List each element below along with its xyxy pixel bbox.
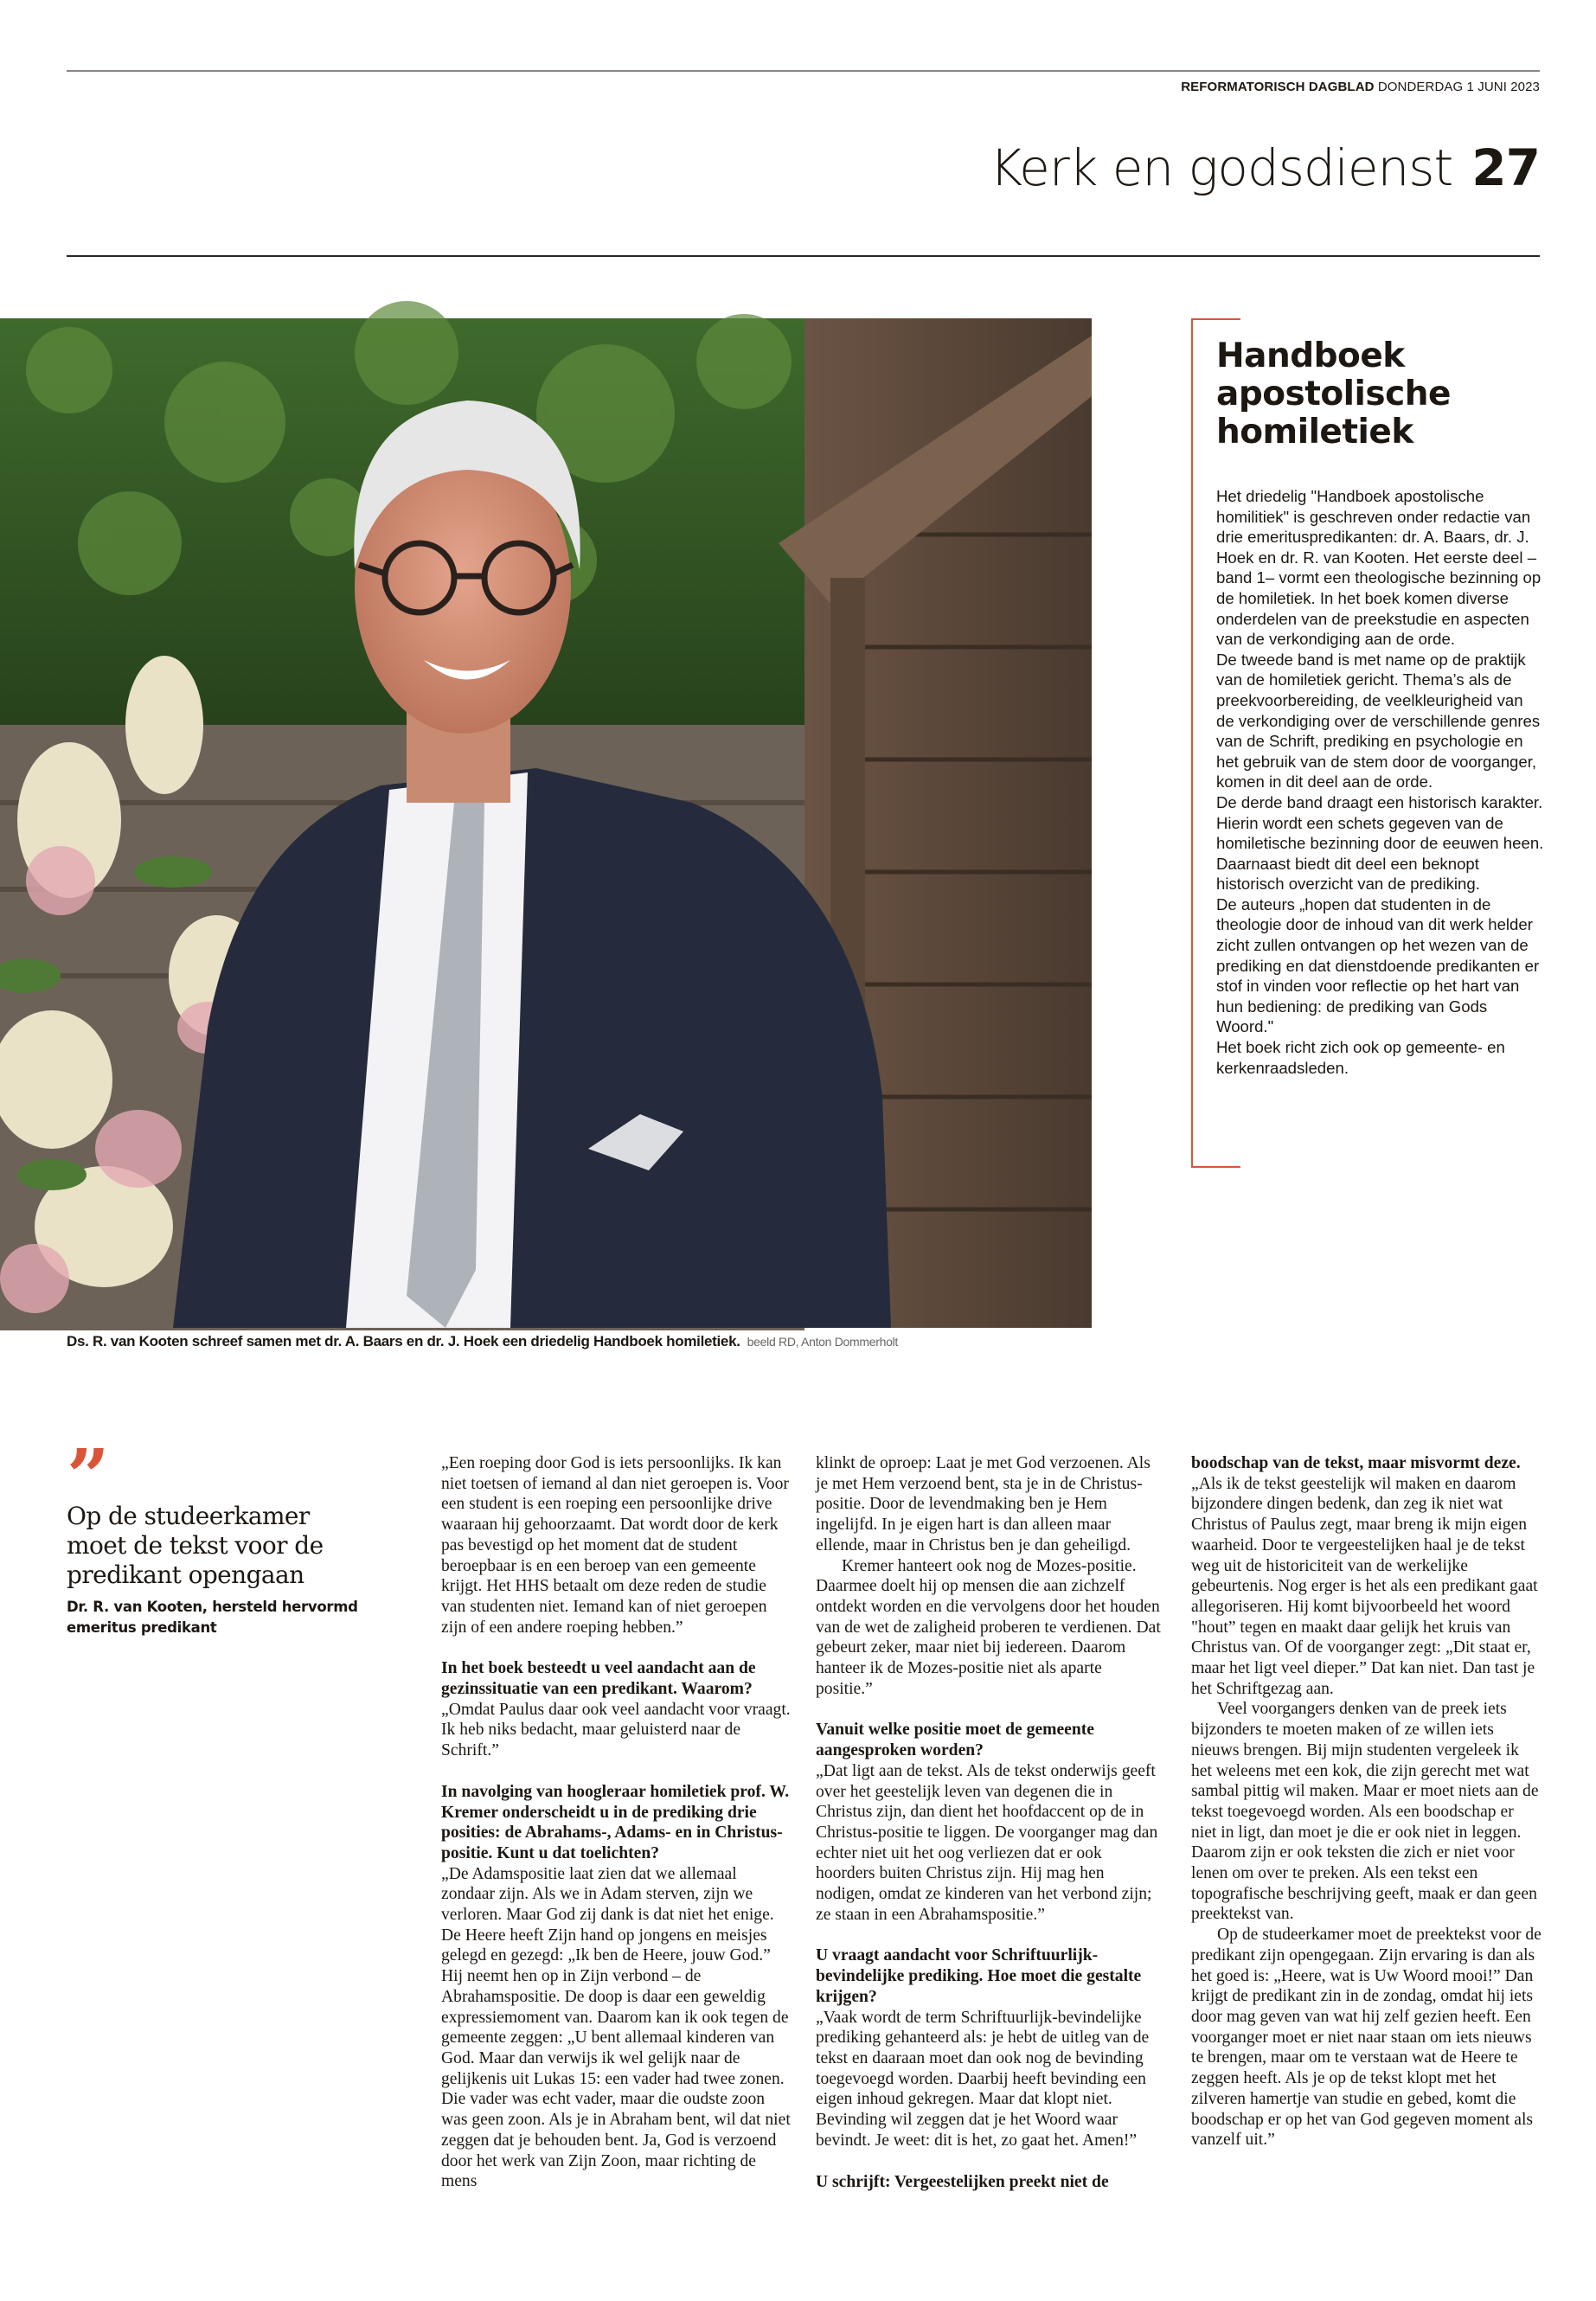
sidebar-body bbox=[1216, 486, 1545, 1078]
question-heading: Vanuit welke positie moet de gemeente aangesproken worden? bbox=[816, 1721, 1094, 1760]
sidebar-paragraph: De auteurs „hopen dat studenten in de theologie door de inhoud van dit werk helder zicht zullen ontvangen op het wezen van de prediking en dat dienstdoende predikanten er stof in vinden voor reflectie op het hart van hun bediening: de prediking van Gods Woord." bbox=[1216, 894, 1540, 1036]
article-column-3 bbox=[816, 1453, 1162, 2192]
caption-text: Ds. R. van Kooten schreef samen met dr. A. Baars en dr. J. Hoek een driedelig Handboek homiletiek. bbox=[67, 1333, 740, 1349]
article-column-2 bbox=[441, 1453, 794, 2192]
sidebar-paragraph: Het driedelig "Handboek apostolische homilitiek" is geschreven onder redactie van drie emerituspredikanten: dr. A. Baars, dr. J. Hoek en dr. R. van Kooten. Het eerste deel –band 1– vormt een theologische bezinning op de homiletiek. In het boek komen diverse onderdelen van de preekstudie en aspecten van de verkondiging aan de orde. bbox=[1216, 487, 1542, 649]
answer-paragraph: Kremer hanteert ook nog de Mozes-positie. Daarmee doelt hij op mensen die aan zichzelf ontdekt worden en die vervolgens door het houden van de wet de zaligheid proberen te verdienen. Dat gebeurt zeker, maar niet bij iedereen. Daarom hanteer ik de Mozes-positie niet als aparte positie.” bbox=[816, 1556, 1161, 1698]
answer-paragraph: „Als ik de tekst geestelijk wil maken en daarom bijzondere dingen bedenk, dan zeg ik niet wat Christus of Paulus zegt, maar breng ik mijn eigen waarheid. Door te vergeestelijken haal je de tekst weg uit de historiciteit van de werkelijke gebeurtenis. Nog erger is het als een predikant gaat allegoriseren. Hij komt bijvoorbeeld het woord "hout” tegen en maakt daar gelijk het kruis van Christus van. Of de voorganger zegt: „Dit staat er, maar het ligt veel dieper.” Dat kan niet. Dan tast je het Schriftgezag aan. bbox=[1191, 1474, 1538, 1698]
answer-paragraph: „Omdat Paulus daar ook veel aandacht voor vraagt. Ik heb niks bedacht, maar geluisterd naar de Schrift.” bbox=[441, 1700, 791, 1760]
masthead-line bbox=[1181, 80, 1540, 94]
pull-quote bbox=[67, 1433, 361, 1638]
header-rule bbox=[67, 255, 1540, 257]
article-column-4 bbox=[1191, 1453, 1542, 2150]
answer-paragraph: „Een roeping door God is iets persoonlijks. Ik kan niet toetsen of iemand al dan niet geroepen is. Voor een student is een roeping een persoonlijke drive waaraan hij gehoorzaamt. Dat wordt door de kerk pas bevestigd op het moment dat de student beroepbaar is en een beroep van een gemeente krijgt. Het HHS betaalt om deze reden de studie van studenten niet. Iemand kan of niet geroepen zijn of een andere roeping hebben.” bbox=[441, 1454, 789, 1637]
question-heading: In het boek besteedt u veel aandacht aan de gezinssituatie van een predikant. Waarom? bbox=[441, 1659, 756, 1699]
answer-paragraph: „De Adamspositie laat zien dat we allemaal zondaar zijn. Als we in Adam sterven, zijn we verloren. Maar God zij dank is dat niet het enige. De Heere heeft Zijn hand op jongens en meisjes gelegd en gezegd: „Ik ben de Heere, jouw God.” Hij neemt hen op in Zijn verbond – de Abrahamspositie. De doop is daar een geweldig expressiemoment van. Daarom kan ik ook tegen de gemeente zeggen: „U bent allemaal kinderen van God. Maar dan verwijs ik wel gelijk naar de gelijkenis uit Lukas 15: een vader had twee zonen. Die vader was echt vader, maar die oudste zoon was geen zoon. Als je in Abraham bent, wil dat niet zeggen dat je behouden bent. Ja, God is verzoend door het werk van Zijn Zoon, maar richting de mens bbox=[441, 1864, 791, 2191]
sidebar-title: Handboek apostolische homiletiek bbox=[1216, 336, 1451, 452]
issue-date: DONDERDAG 1 JUNI 2023 bbox=[1377, 80, 1540, 94]
question-heading: boodschap van de tekst, maar misvormt deze. bbox=[1191, 1454, 1521, 1472]
answer-paragraph: Op de studeerkamer moet de preektekst voor de predikant zijn opengegaan. Zijn ervaring is dan als het goed is: „Heere, wat is Uw Woord mooi!” Dan krijgt de predikant zin in de zondag, omdat hij iets door mag geven van wat hij zelf gezien heeft. Een voorganger moet er niet naar staan om iets nieuws te brengen, maar om te verstaan wat de Heere te zeggen heeft. Als je op de tekst klopt met het zilveren hamertje van studie en gebed, komt die boodschap er op het van God gegeven moment als vanzelf uit.” bbox=[1191, 1926, 1542, 2150]
sidebar-paragraph: De derde band draagt een historisch karakter. Hierin wordt een schets gegeven van de homiletische bezinning door de eeuwen heen. Daarnaast biedt dit deel een beknopt historisch overzicht van de prediking. bbox=[1216, 792, 1544, 894]
sidebar-paragraph: De tweede band is met name op de praktijk van de homiletiek gericht. Thema’s als de preekvoorbereiding, de veelkleurigheid van de verkondiging over de verschillende genres van de Schrift, prediking en psychologie en het gebruik van de stem door de voorganger, komen in dit deel aan de orde. bbox=[1216, 650, 1541, 792]
book-sidebar bbox=[1191, 318, 1543, 1168]
answer-paragraph: klinkt de oproep: Laat je met God verzoenen. Als je met Hem verzoend bent, sta je in de Christus-positie. Door de levendmaking ben je Hem ingelijfd. In je eigen hart is dan alleen maar ellende, maar in Christus ben je dan geheiligd. bbox=[816, 1454, 1151, 1554]
sidebar-paragraph: Het boek richt zich ook op gemeente- en kerkenraadsleden. bbox=[1216, 1038, 1505, 1077]
answer-paragraph: „Vaak wordt de term Schriftuurlijk-bevindelijke prediking gehanteerd als: je hebt de uitleg van de tekst en daaraan moet dan ook nog de bevinding toegevoegd worden. Daarbij heeft bevinding een eigen inhoud gekregen. Maar dat klopt niet. Bevinding wil zeggen dat je het Woord waar bevindt. Je weet: dit is het, zo gaat het. Amen!” bbox=[816, 2008, 1150, 2150]
answer-paragraph: „Dat ligt aan de tekst. Als de tekst onderwijs geeft over het geestelijk leven van degenen die in Christus zijn, dan dient het hoofdaccent op de in Christus-positie te liggen. De voorganger mag dan echter niet uit het oog verliezen dat er ook hoorders buiten Christus zijn. Hij mag hen nodigen, omdat ze kinderen van het verbond zijn; ze staan in een Abrahamspositie.” bbox=[816, 1761, 1158, 1924]
page-number: 27 bbox=[1471, 138, 1540, 197]
photo-credit: beeld RD, Anton Dommerholt bbox=[747, 1335, 898, 1349]
photo-caption bbox=[67, 1333, 898, 1350]
portrait-photo bbox=[0, 318, 1092, 1328]
question-heading: U vraagt aandacht voor Schriftuurlijk-bevindelijke prediking. Hoe moet die gestalte krijgen? bbox=[816, 1946, 1142, 2006]
question-heading: U schrijft: Vergeestelijken preekt niet de bbox=[816, 2172, 1109, 2191]
section-header bbox=[990, 138, 1540, 197]
quote-mark-icon: ” bbox=[67, 1433, 105, 1521]
pull-quote-attribution: Dr. R. van Kooten, hersteld hervormd emeritus predikant bbox=[67, 1599, 358, 1636]
question-heading: In navolging van hoogleraar homiletiek prof. W. Kremer onderscheidt u in de prediking drie posities: de Abrahams-, Adams- en in Christus-positie. Kunt u dat toelichten? bbox=[441, 1782, 790, 1862]
answer-paragraph: Veel voorgangers denken van de preek iets bijzonders te moeten maken of ze willen iets nieuws brengen. Bij mijn studenten vergeleek ik het weleens met een kok, die zijn gerecht met wat sambal pittig wil maken. Maar er moet niets aan de tekst toegevoegd worden. Als een boodschap er niet in ligt, dan moet je die er ook niet in leggen. Daarom zijn er ook teksten die zich er niet voor lenen om over te preken. Als een tekst een topografische beschrijving geeft, maak er dan geen preektekst van. bbox=[1191, 1700, 1539, 1924]
section-title: Kerk en godsdienst bbox=[990, 138, 1453, 197]
pull-quote-text: Op de studeerkamer moet de tekst voor de predikant opengaan bbox=[67, 1502, 324, 1589]
publication-name: REFORMATORISCH DAGBLAD bbox=[1181, 80, 1375, 94]
top-rule bbox=[67, 70, 1540, 72]
